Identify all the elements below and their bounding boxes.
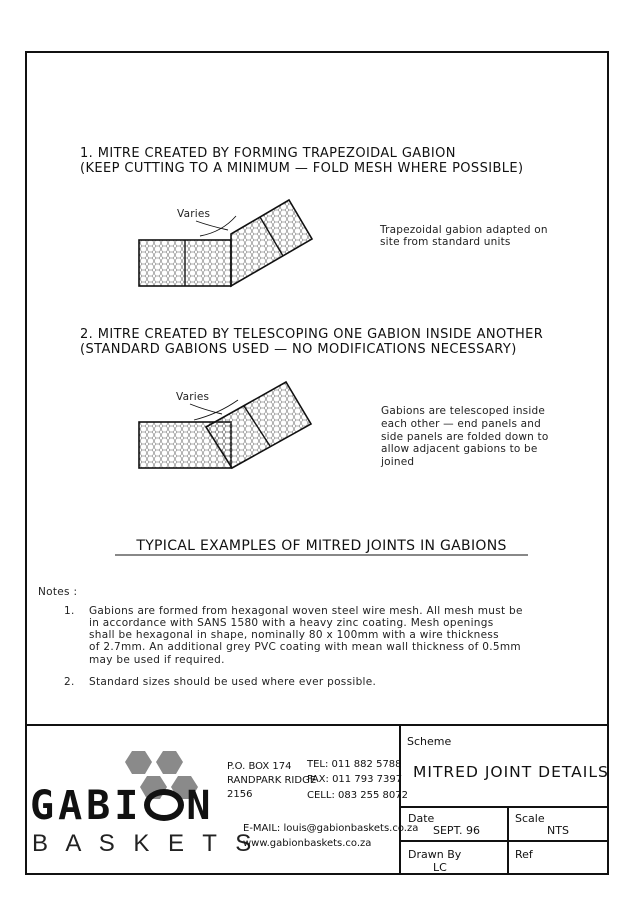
- section1-varies-label: Varies: [177, 208, 211, 220]
- telescoping-gabion-diagram: [139, 382, 311, 468]
- title-block-hline: [400, 806, 608, 808]
- logo-o-icon: [144, 789, 184, 821]
- section2-title-line1: 2. MITRE CREATED BY TELESCOPING ONE GABION INSIDE ANOTHER: [80, 327, 544, 342]
- email[interactable]: E-MAIL: louis@gabionbaskets.co.za: [243, 823, 419, 834]
- scheme-label: Scheme: [407, 735, 452, 748]
- drawn-by-label: Drawn By: [408, 848, 462, 861]
- notes-label: Notes :: [38, 586, 78, 598]
- note-line: of 2.7mm. An additional grey PVC coating with mean wall thickness of 0.5mm: [89, 641, 521, 653]
- note-line: shall be hexagonal in shape, nominally 80 x 100mm with a wire thickness: [89, 629, 499, 641]
- note-line: Standard sizes should be used where ever possible.: [89, 676, 377, 688]
- trapezoidal-gabion: [231, 200, 312, 286]
- note-number: 1.: [64, 605, 75, 617]
- section2-desc-line: each other — end panels and: [381, 418, 542, 430]
- postal-code: 2156: [227, 789, 253, 800]
- section2-desc-line: side panels are folded down to: [381, 431, 549, 443]
- trapezoidal-gabion-diagram: [139, 200, 312, 286]
- scale-value: NTS: [547, 824, 569, 837]
- cell: CELL: 083 255 8072: [307, 790, 408, 801]
- date-value: SEPT. 96: [433, 824, 480, 837]
- ref-label: Ref: [515, 848, 533, 861]
- note-number: 2.: [64, 676, 75, 688]
- website[interactable]: www.gabionbaskets.co.za: [243, 838, 372, 849]
- varies-leader: [190, 404, 222, 414]
- scale-label: Scale: [515, 812, 545, 825]
- logo-wordmark: [30, 784, 214, 828]
- drawn-by-value: LC: [433, 861, 447, 874]
- section1-desc-line1: Trapezoidal gabion adapted on: [380, 224, 548, 236]
- section1-title-line1: 1. MITRE CREATED BY FORMING TRAPEZOIDAL GABION: [80, 146, 456, 161]
- area: RANDPARK RIDGE: [227, 775, 317, 786]
- section2-desc-line: allow adjacent gabions to be: [381, 443, 538, 455]
- drawing-title: MITRED JOINT DETAILS: [413, 763, 609, 781]
- logo-word: N: [186, 783, 215, 829]
- title-block-hline: [400, 840, 608, 842]
- title-block-top-border: [26, 724, 608, 726]
- section2-desc-line: joined: [381, 456, 415, 468]
- varies-leader: [196, 221, 228, 230]
- logo-word: GABI: [30, 783, 143, 829]
- po-box: P.O. BOX 174: [227, 761, 292, 772]
- section1-desc-line2: site from standard units: [380, 236, 511, 248]
- tel: TEL: 011 882 5788: [307, 759, 402, 770]
- section2-desc-line: Gabions are telescoped inside: [381, 405, 545, 417]
- note-line: Gabions are formed from hexagonal woven steel wire mesh. All mesh must be: [89, 605, 523, 617]
- main-title: TYPICAL EXAMPLES OF MITRED JOINTS IN GABIONS: [136, 538, 507, 554]
- note-line: in accordance with SANS 1580 with a heavy zinc coating. Mesh openings: [89, 617, 494, 629]
- title-block-vline: [507, 806, 509, 874]
- section1-title-line2: (KEEP CUTTING TO A MINIMUM — FOLD MESH WHERE POSSIBLE): [80, 161, 524, 176]
- section2-title-line2: (STANDARD GABIONS USED — NO MODIFICATIONS NECESSARY): [80, 342, 517, 357]
- fax: FAX: 011 793 7397: [307, 774, 403, 785]
- date-label: Date: [408, 812, 435, 825]
- note-line: may be used if required.: [89, 654, 225, 666]
- section2-varies-label: Varies: [176, 391, 210, 403]
- logo-subtitle: B A S K E T S: [32, 830, 258, 857]
